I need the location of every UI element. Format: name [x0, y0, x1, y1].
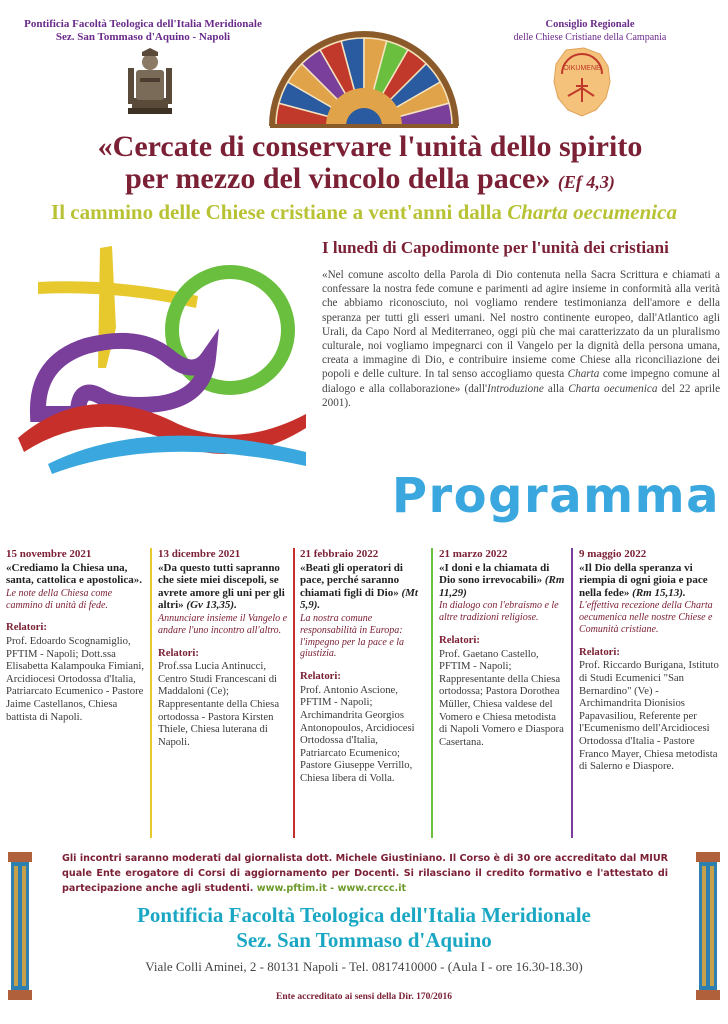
- event-title: [158, 562, 288, 612]
- charta-quote-part2: come impegno comune al dialogo e alla collaborazione»: [322, 368, 721, 395]
- header-faculty-line1: Pontificia Facoltà Teologica dell'Italia Meridionale: [24, 18, 262, 30]
- event-title: [6, 562, 146, 587]
- page-title-line1: «Cercate di conservare l'unità dello spirito: [97, 130, 643, 163]
- seated-saint-seal-icon: [124, 48, 176, 114]
- footer-address: Viale Colli Aminei, 2 - 80131 Napoli - Tel. 0817410000 - (Aula I - ore 16.30-18.30): [145, 959, 583, 974]
- column-divider-4: [571, 548, 573, 838]
- footer-note: [62, 851, 668, 896]
- page-subtitle-italic: Charta oecumenica: [507, 200, 677, 224]
- charta-quote-intro: Introduzione: [487, 382, 544, 395]
- event-title: [300, 562, 426, 612]
- charta-quote-part3: (dall': [464, 382, 488, 395]
- page-title-line2-text: per mezzo del vincolo della pace»: [125, 162, 551, 195]
- event-speakers-label: Relatori:: [158, 646, 199, 659]
- event-note: La nostra comune responsabilità in Europa: l'impegno per la pace e la giustizia.: [300, 612, 405, 660]
- event-title-ref: (Rm 11,29): [439, 574, 565, 599]
- footer-faculty-line1: Pontificia Facoltà Teologica dell'Italia Meridionale: [137, 903, 591, 927]
- event-date: 13 dicembre 2021: [158, 548, 241, 560]
- programma-heading: Programma: [391, 468, 720, 524]
- event-note: Annunciare insieme il Vangelo e andare l'uno incontro all'altro.: [158, 612, 288, 636]
- event-title-ref: (Mt 5,9).: [300, 586, 418, 612]
- charta-quote: [322, 268, 720, 410]
- event-speakers: Prof. Antonio Ascione, PFTIM - Napoli; Archimandrita Georgios Antonopoulos, Arcidiocesi Ortodossa d'Italia, Patriarcato Ecumenico; Pastore Giuseppe Verrillo, Chiesa libera di Volla.: [300, 683, 415, 784]
- event-title-text: «Crediamo la Chiesa una, santa, cattolica e apostolica».: [6, 561, 142, 587]
- event-title-text: «Da questo tutti sapranno che siete miei discepoli, se avrete amore gli uni per gli altri»: [158, 561, 285, 612]
- event-title: [439, 562, 567, 600]
- event-title: [579, 562, 719, 600]
- charta-quote-part5: del 22 aprile 2001).: [322, 382, 721, 409]
- event-speakers-label: Relatori:: [300, 670, 341, 683]
- event-column-2: [158, 548, 288, 748]
- event-date: 21 febbraio 2022: [300, 548, 379, 560]
- footer-accreditation: Ente accreditato ai sensi della Dir. 170/2016: [275, 992, 452, 1002]
- event-speakers-label: Relatori:: [6, 621, 47, 634]
- column-divider-2: [293, 548, 295, 838]
- column-pillar-left-icon: [8, 852, 32, 1000]
- header-council-line1: Consiglio Regionale: [545, 19, 635, 30]
- event-note: Le note della Chiesa come cammino di unità di fede.: [6, 587, 113, 611]
- event-note: L'effettiva recezione della Charta oecumenica nelle nostre Chiese e Comunità cristiane.: [579, 600, 713, 635]
- oikumene-logo-text: OIKUMENE: [563, 65, 601, 72]
- event-speakers-label: Relatori:: [439, 633, 480, 646]
- event-column-5: [579, 548, 719, 773]
- footer-note-text: Gli incontri saranno moderati dal giornalista dott. Michele Giustiniano. Il Corso è di 30 ore accreditato dal MIUR quale Ente erogatore di Corsi di aggiornamento per Docenti. Si rilasciano il credito formativo e l'attestato di partecipazione anche agli studenti.: [62, 853, 668, 894]
- footer-faculty-line2: Sez. San Tommaso d'Aquino: [236, 928, 492, 952]
- page-title-citation: (Ef 4,3): [557, 172, 615, 192]
- header-council: [490, 18, 690, 44]
- event-speakers: Prof. Riccardo Burigana, Istituto di Studi Ecumenici "San Bernardino" (Ve) - Archimandrita Dionisios Papavasiliou, Referente per l'Ecumenismo dell'Arcidiocesi Ortodossa d'Italia - Pastore Franco Mayer, Chiesa metodista di Salerno e Diaspore.: [579, 659, 719, 773]
- event-title-ref: (Gv 13,35).: [186, 599, 237, 612]
- header-council-line2: delle Chiese Cristiane della Campania: [513, 32, 667, 43]
- event-speakers-label: Relatori:: [579, 645, 620, 658]
- column-pillar-right-icon: [696, 852, 720, 1000]
- page-subtitle-text: Il cammino delle Chiese cristiane a vent'anni dalla: [51, 200, 502, 224]
- charta-quote-charta2: Charta oecumenica: [568, 382, 658, 395]
- event-date: 15 novembre 2021: [6, 548, 92, 560]
- column-divider-3: [431, 548, 433, 838]
- event-speakers: Prof.ssa Lucia Antinucci, Centro Studi Francescani di Maddaloni (Ce); Rappresentante della Chiesa ortodossa - Pastora Kirsten Thiele, Chiesa luterana di Napoli.: [158, 660, 280, 748]
- charta-quote-part4: alla: [547, 382, 565, 395]
- oikumene-campania-logo-icon: [548, 44, 616, 118]
- series-heading: I lunedì di Capodimonte per l'unità dei cristiani: [322, 238, 669, 257]
- event-title-ref: (Rm 15,13).: [632, 586, 686, 599]
- page-title-line2: [40, 163, 700, 198]
- stained-glass-lunette-icon: [266, 20, 462, 130]
- event-column-1: [6, 548, 146, 723]
- page-title: [40, 131, 700, 198]
- event-column-3: [300, 548, 426, 785]
- charta-quote-charta: Charta: [567, 368, 600, 381]
- column-divider-1: [150, 548, 152, 838]
- charta-quote-part1: «Nel comune ascolto della Parola di Dio contenuta nella Sacra Scrittura e chiamati a confessare la nostra fede comune e parimenti ad agire insieme in conformità alla verità che abbiamo riconosciuto, noi vogliamo rendere testimonianza dell'amore e della speranza per tutti gli esseri umani. Nel nostro continente europeo, dall'Atlantico agli Urali, da Capo Nord al Mediterraneo, oggi più che mai caratterizzato da un pluralismo culturale, noi vogliamo impegnarci con il Vangelo per la dignità della persona umana, creata a immagine di Dio, e contribuire insieme come Chiese alla riconciliazione dei popoli e delle culture. In tal senso accogliamo questa: [322, 269, 720, 381]
- event-date: 21 marzo 2022: [439, 548, 508, 560]
- event-title-text: «Il Dio della speranza vi riempia di ogni gioia e pace nella fede»: [579, 561, 708, 599]
- header-faculty: [18, 18, 268, 44]
- event-column-4: [439, 548, 567, 748]
- event-title-text: «I doni e la chiamata di Dio sono irrevocabili»: [439, 561, 550, 587]
- event-date: 9 maggio 2022: [579, 548, 647, 560]
- event-note: In dialogo con l'ebraismo e le altre tradizioni religiose.: [439, 600, 559, 624]
- event-title-text: «Beati gli operatori di pace, perché saranno chiamati figli di Dio»: [300, 561, 403, 599]
- header-faculty-line2: Sez. San Tommaso d'Aquino - Napoli: [55, 31, 231, 43]
- ecumenical-cross-dove-logo-icon: [8, 238, 308, 488]
- event-speakers: Prof. Gaetano Castello, PFTIM - Napoli; Rappresentante della Chiesa ortodossa; Pastora Dorothea Müller, Chiesa valdese del Vomero e Chiesa metodista di Napoli Vomero e Diaspora Casertana.: [439, 647, 564, 748]
- footer-websites-link[interactable]: www.pftim.it - www.crccc.it: [256, 883, 407, 894]
- event-speakers: Prof. Edoardo Scognamiglio, PFTIM - Napoli; Dott.ssa Elisabetta Kalampouka Fimiani, Arcidiocesi Ortodossa d'Italia, Patriarcato Ecumenico - Pastore Jaime Castellanos, Chiesa battista di Napoli.: [6, 634, 145, 723]
- page-subtitle: [10, 200, 718, 224]
